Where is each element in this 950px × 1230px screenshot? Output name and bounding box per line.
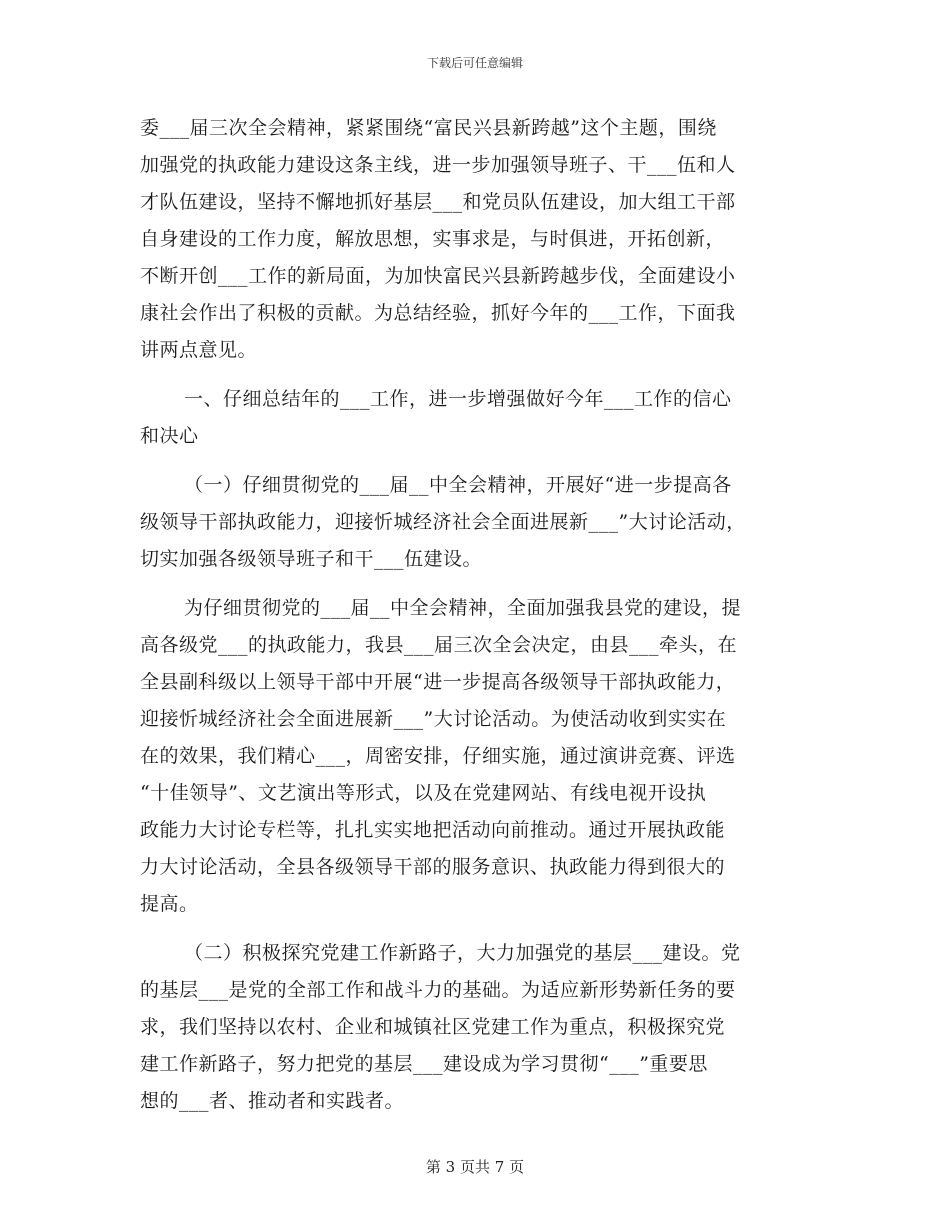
text-line: 力大讨论活动，全县各级领导干部的服务意识、执政能力得到很大的 xyxy=(140,856,726,878)
text-line: 在的效果，我们精心___，周密安排，仔细实施，通过演讲竞赛、评选 xyxy=(140,745,736,767)
text-line: 不断开创___工作的新局面，为加快富民兴县新跨越步伐，全面建设小 xyxy=(140,265,736,287)
text-line: 委___届三次全会精神，紧紧围绕“富民兴县新跨越”这个主题，围绕 xyxy=(140,117,717,139)
section-heading-line: 一、仔细总结年的___工作，进一步增强做好今年___工作的信心 xyxy=(184,388,732,410)
text-line: 加强党的执政能力建设这条主线，进一步加强领导班子、干___伍和人 xyxy=(140,154,736,176)
text-line: 才队伍建设，坚持不懈地抓好基层___和党员队伍建设，加大组工干部 xyxy=(140,191,736,213)
text-line: 建工作新路子，努力把党的基层___建设成为学习贯彻“___”重要思 xyxy=(140,1053,708,1075)
text-line: 想的___者、推动者和实践者。 xyxy=(140,1090,405,1112)
page-number-footer: 第 3 页共 7 页 xyxy=(425,1158,525,1176)
section-heading-line: 和决心 xyxy=(140,425,199,447)
subheading-line: 切实加强各级领导班子和干___伍建设。 xyxy=(140,548,483,570)
text-line: 政能力大讨论专栏等，扎扎实实地把活动向前推动。通过开展执政能 xyxy=(140,819,726,841)
document-body xyxy=(140,110,812,1120)
text-line: 全县副科级以上领导干部中开展“进一步提高各级领导干部执政能力， xyxy=(140,671,736,693)
text-line: 为仔细贯彻党的___届__中全会精神，全面加强我县党的建设，提 xyxy=(184,597,742,619)
paragraph-2-heading xyxy=(140,381,812,455)
subheading-line: 级领导干部执政能力，迎接忻城经济社会全面进展新___”大讨论活动， xyxy=(140,511,746,533)
subheading-line: （一）仔细贯彻党的___届__中全会精神，开展好“进一步提高各 xyxy=(184,474,732,496)
text-line: 康社会作出了积极的贡献。为总结经验，抓好今年的___工作，下面我 xyxy=(140,302,736,324)
page-header: 下载后可任意编辑 xyxy=(426,56,523,70)
paragraph-1 xyxy=(140,110,812,369)
subheading-line: （二）积极探究党建工作新路子，大力加强党的基层___建设。党 xyxy=(184,942,741,964)
paragraph-5 xyxy=(140,935,812,1120)
text-line: “十佳领导”、文艺演出等形式，以及在党建网站、有线电视开设执 xyxy=(140,782,707,804)
paragraph-3 xyxy=(140,467,812,578)
text-line: 求，我们坚持以农村、企业和城镇社区党建工作为重点，积极探究党 xyxy=(140,1016,726,1038)
paragraph-4 xyxy=(140,590,812,923)
text-line: 的基层___是党的全部工作和战斗力的基础。为适应新形势新任务的要 xyxy=(140,979,736,1001)
text-line: 高各级党___的执政能力，我县___届三次全会决定，由县___牵头，在 xyxy=(140,634,738,656)
text-line: 迎接忻城经济社会全面进展新___”大讨论活动。为使活动收到实实在 xyxy=(140,708,727,730)
text-line: 自身建设的工作力度，解放思想，实事求是，与时俱进，开拓创新， xyxy=(140,228,726,250)
text-line: 讲两点意见。 xyxy=(140,339,258,361)
text-line: 提高。 xyxy=(140,893,199,915)
